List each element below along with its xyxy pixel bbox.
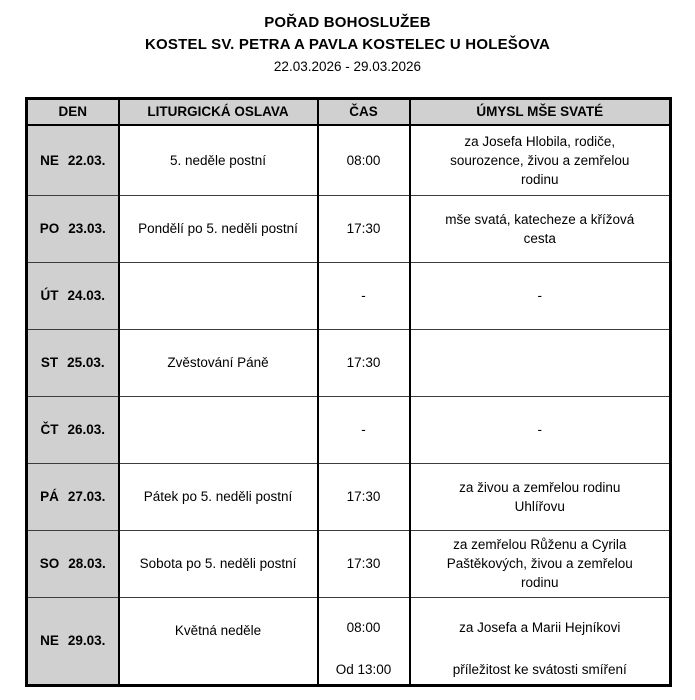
- liturgical-celebration-cell: 5. neděle postní: [119, 125, 318, 195]
- column-header-day: DEN: [27, 99, 119, 126]
- day-cell: [27, 262, 119, 329]
- day-date: 24.03.: [67, 288, 106, 303]
- mass-intention-cell: za živou a zemřelou rodinu Uhlířovu: [410, 463, 671, 530]
- day-cell: [27, 329, 119, 396]
- mass-intention-cell: [410, 329, 671, 396]
- table-row: [27, 463, 671, 530]
- day-date: 26.03.: [67, 422, 106, 437]
- liturgical-celebration-cell: Pondělí po 5. neděli postní: [119, 195, 318, 262]
- column-header-time: ČAS: [318, 99, 410, 126]
- day-abbr: PO: [39, 221, 60, 236]
- time-cell: 17:30: [318, 463, 410, 530]
- table-row: [27, 530, 671, 597]
- time-cell: -: [318, 262, 410, 329]
- document-header: [0, 0, 695, 77]
- day-date: 28.03.: [68, 556, 106, 571]
- day-abbr: PÁ: [40, 489, 59, 504]
- liturgical-celebration-cell: [119, 262, 318, 329]
- table-row: [27, 125, 671, 195]
- time-cell: 17:30: [318, 329, 410, 396]
- day-abbr: SO: [39, 556, 60, 571]
- liturgical-celebration-cell: Zvěstování Páně: [119, 329, 318, 396]
- day-date: 29.03.: [67, 633, 106, 648]
- page-subtitle: KOSTEL SV. PETRA A PAVLA KOSTELEC U HOLEŠOVA: [145, 36, 550, 53]
- day-cell: [27, 195, 119, 262]
- day-abbr: ČT: [40, 422, 59, 437]
- table-row: [27, 396, 671, 463]
- mass-intention-cell: za zemřelou Růženu a Cyrila Paštěkových, živou a zemřelou rodinu: [410, 530, 671, 597]
- time-cell: 17:30: [318, 195, 410, 262]
- table-row: [27, 195, 671, 262]
- day-date: 25.03.: [67, 355, 105, 370]
- day-abbr: NE: [40, 633, 59, 648]
- day-cell: [27, 396, 119, 463]
- day-abbr: ÚT: [40, 288, 59, 303]
- mass-intention-cell: [410, 597, 671, 685]
- service-schedule-table: [25, 97, 672, 687]
- intention-afternoon: příležitost ke svátosti smíření: [452, 661, 627, 677]
- liturgical-celebration-cell: Sobota po 5. neděli postní: [119, 530, 318, 597]
- time-cell: -: [318, 396, 410, 463]
- liturgical-celebration-cell: [119, 396, 318, 463]
- time-cell: 17:30: [318, 530, 410, 597]
- table-row: [27, 597, 671, 685]
- day-cell: [27, 597, 119, 685]
- time-afternoon: Od 13:00: [335, 661, 392, 677]
- liturgical-celebration-cell: Pátek po 5. neděli postní: [119, 463, 318, 530]
- mass-intention-cell: mše svatá, katecheze a křížová cesta: [410, 195, 671, 262]
- column-header-liturgical-celebration: LITURGICKÁ OSLAVA: [119, 99, 318, 126]
- liturgical-celebration-cell: Květná neděle: [119, 597, 318, 685]
- mass-intention-cell: -: [410, 262, 671, 329]
- table-header-row: [27, 99, 671, 126]
- mass-intention-cell: za Josefa Hlobila, rodiče, sourozence, živou a zemřelou rodinu: [410, 125, 671, 195]
- day-date: 27.03.: [67, 489, 106, 504]
- day-cell: [27, 463, 119, 530]
- table-row: [27, 262, 671, 329]
- table-row: [27, 329, 671, 396]
- column-header-mass-intention: ÚMYSL MŠE SVATÉ: [410, 99, 671, 126]
- day-cell: [27, 530, 119, 597]
- day-abbr: NE: [40, 152, 59, 168]
- date-range: 22.03.2026 - 29.03.2026: [273, 59, 422, 74]
- intention-morning: za Josefa a Marii Hejníkovi: [459, 619, 621, 635]
- time-cell: [318, 597, 410, 685]
- day-date: 22.03.: [67, 152, 106, 168]
- day-cell: [27, 125, 119, 195]
- time-morning: 08:00: [346, 619, 381, 635]
- day-date: 23.03.: [68, 221, 106, 236]
- page-title: POŘAD BOHOSLUŽEB: [264, 14, 431, 31]
- mass-intention-cell: -: [410, 396, 671, 463]
- time-cell: 08:00: [318, 125, 410, 195]
- day-abbr: ST: [40, 355, 59, 370]
